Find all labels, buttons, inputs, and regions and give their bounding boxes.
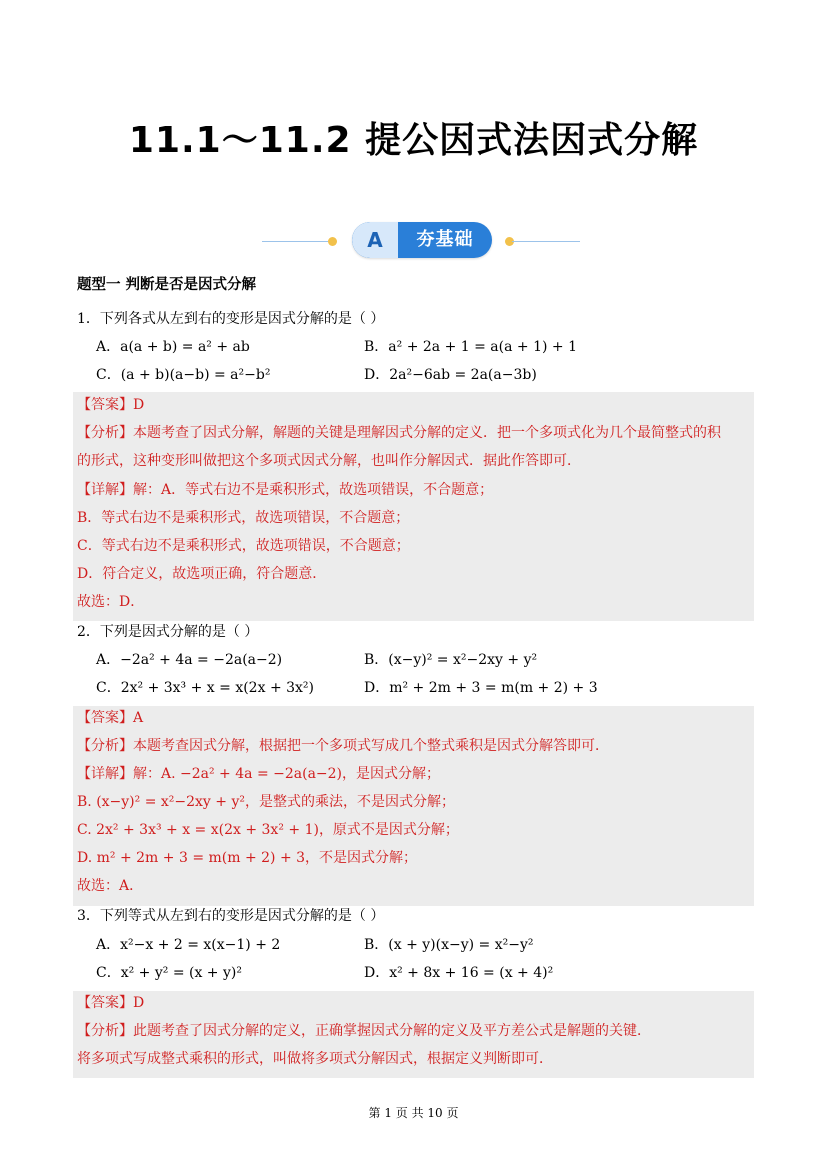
question-1-stem: 1．下列各式从左到右的变形是因式分解的是（ ） (77, 311, 385, 327)
badge-divider-left (262, 241, 328, 242)
badge-pill (352, 222, 492, 258)
badge-dot-left (328, 237, 337, 246)
question-2-detail-line-3: C. 2x² + 3x³ + x = x(2x + 3x² + 1)，原式不是因式分解； (77, 822, 459, 838)
question-3-analysis-line-2: 将多项式写成整式乘积的形式，叫做将多项式分解因式，根据定义判断即可． (77, 1051, 553, 1067)
question-3-answer-box (73, 991, 754, 1078)
question-1-analysis-line-1: 【分析】本题考查了因式分解，解题的关键是理解因式分解的定义．把一个多项式化为几个最简整式的积 (77, 425, 721, 441)
question-3-stem: 3．下列等式从左到右的变形是因式分解的是（ ） (77, 908, 385, 924)
question-2-option-d: D．m² + 2m + 3 = m(m + 2) + 3 (364, 680, 598, 696)
question-3-option-b: B．(x + y)(x−y) = x²−y² (364, 937, 534, 953)
question-1-option-b: B．a² + 2a + 1 = a(a + 1) + 1 (364, 339, 577, 355)
question-2-answer: 【答案】A (77, 710, 144, 726)
question-1-answer: 【答案】D (77, 397, 145, 413)
question-2-analysis-line-1: 【分析】本题考查因式分解，根据把一个多项式写成几个整式乘积是因式分解答即可． (77, 738, 609, 754)
question-2-stem: 2．下列是因式分解的是（ ） (77, 624, 259, 640)
question-2-option-a: A．−2a² + 4a = −2a(a−2) (96, 652, 283, 668)
question-2-option-c: C．2x² + 3x³ + x = x(2x + 3x²) (96, 680, 314, 696)
question-3-option-c: C．x² + y² = (x + y)² (96, 965, 242, 981)
question-1-detail-line-3: C．等式右边不是乘积形式，故选项错误，不合题意； (77, 538, 410, 554)
question-1-option-d: D．2a²−6ab = 2a(a−3b) (364, 367, 537, 383)
badge-letter: A (367, 228, 383, 252)
question-2-option-b: B．(x−y)² = x²−2xy + y² (364, 652, 538, 668)
question-1-detail-line-2: B．等式右边不是乘积形式，故选项错误，不合题意； (77, 510, 410, 526)
question-1-choice: 故选：D． (77, 594, 145, 610)
question-1-answer-box (73, 392, 754, 621)
question-3-answer: 【答案】D (77, 995, 145, 1011)
question-2-detail-line-1: 【详解】解：A. −2a² + 4a = −2a(a−2)，是因式分解； (77, 766, 441, 782)
question-1-analysis-line-2: 的形式，这种变形叫做把这个多项式因式分解，也叫作分解因式．据此作答即可． (77, 453, 581, 469)
page-footer: 第 1 页 共 10 页 (368, 1106, 459, 1120)
question-2-detail-line-4: D. m² + 2m + 3 = m(m + 2) + 3，不是因式分解； (77, 850, 418, 866)
badge-text: 夯基础 (416, 229, 474, 250)
badge-divider-right (512, 241, 580, 242)
page-title: 11.1～11.2 提公因式法因式分解 (128, 120, 699, 161)
section-heading: 题型一 判断是否是因式分解 (77, 277, 257, 293)
question-2-choice: 故选：A． (77, 878, 144, 894)
question-1-detail-line-1: 【详解】解：A．等式右边不是乘积形式，故选项错误，不合题意； (77, 482, 494, 498)
question-3-option-d: D．x² + 8x + 16 = (x + 4)² (364, 965, 554, 981)
question-1-option-a: A．a(a + b) = a² + ab (96, 339, 250, 355)
question-2-detail-line-2: B. (x−y)² = x²−2xy + y²，是整式的乘法，不是因式分解； (77, 794, 455, 810)
section-badge (0, 220, 827, 260)
question-1-option-c: C．(a + b)(a−b) = a²−b² (96, 367, 271, 383)
question-3-analysis-line-1: 【分析】此题考查了因式分解的定义，正确掌握因式分解的定义及平方差公式是解题的关键． (77, 1023, 651, 1039)
question-2-answer-box (73, 706, 754, 906)
question-3-option-a: A．x²−x + 2 = x(x−1) + 2 (96, 937, 281, 953)
question-1-detail-line-4: D．符合定义，故选项正确，符合题意． (77, 566, 327, 582)
